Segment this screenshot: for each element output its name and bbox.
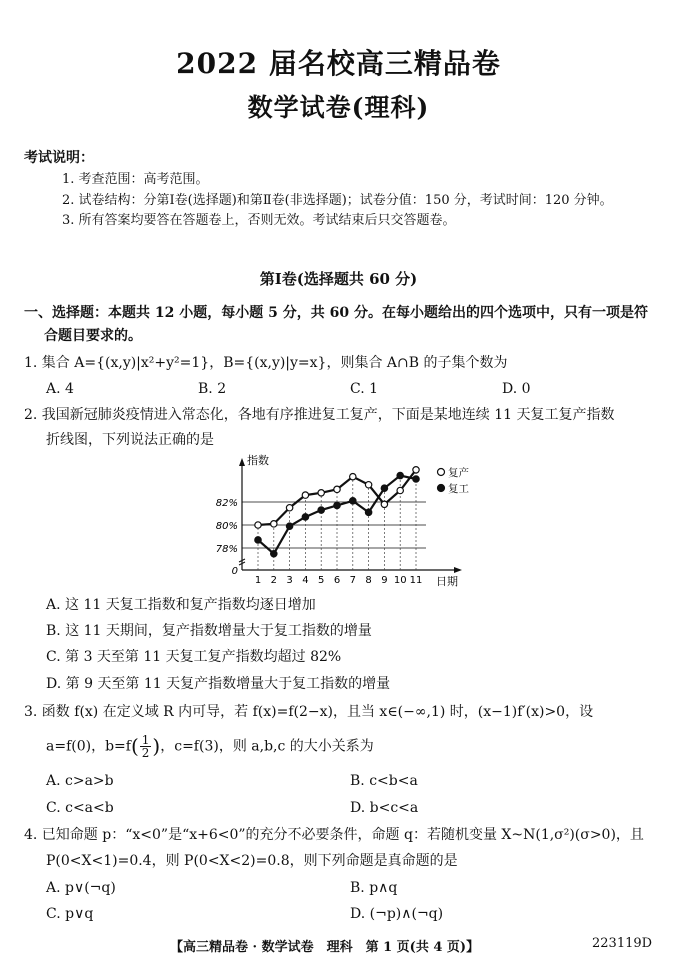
page-footer: 【高三精品卷 · 数学试卷 理科 第 1 页(共 4 页)】 — [170, 940, 480, 955]
fuchan-point — [255, 522, 261, 528]
q3-option-c: C. c<a<b — [46, 800, 114, 816]
q1-option-d: D. 0 — [502, 381, 531, 397]
fugong-point — [302, 514, 308, 520]
fugong-point — [318, 507, 324, 513]
paper-title: 2022 届名校高三精品卷 — [176, 47, 501, 80]
q1-stem: 1. 集合 A={(x,y)|x²+y²=1}，B={(x,y)|y=x}，则集合 A∩B 的子集个数为 — [24, 355, 508, 371]
x-tick-label: 2 — [270, 575, 277, 586]
y-tick-label: 80% — [215, 521, 238, 532]
x-axis-arrow — [454, 567, 462, 573]
fugong-point — [286, 523, 292, 529]
part-one-line-1: 一、选择题：本题共 12 小题，每小题 5 分，共 60 分。在每小题给出的四个选项中，只有一项是符 — [24, 305, 648, 321]
legend-hollow-circle-icon — [438, 469, 445, 476]
section-title: 第Ⅰ卷(选择题共 60 分) — [259, 270, 418, 288]
legend-label: 复工 — [448, 483, 469, 495]
y-tick-label: 82% — [215, 498, 238, 509]
fuchan-point — [302, 492, 308, 498]
q4-option-b: B. p∧q — [350, 880, 398, 896]
q3-option-b: B. c<b<a — [350, 773, 418, 789]
fugong-point — [397, 472, 403, 478]
fugong-point — [255, 537, 261, 543]
paper-code: 223119D — [592, 936, 653, 951]
y-tick-label: 78% — [215, 544, 238, 555]
legend-label: 复产 — [448, 467, 469, 479]
q2-option-c: C. 第 3 天至第 11 天复工复产指数均超过 82% — [46, 649, 342, 665]
instruction-item-1: 1. 考查范围：高考范围。 — [62, 172, 209, 187]
fraction-one-half — [140, 734, 152, 759]
q4-stem-line-2: P(0<X<1)=0.4，则 P(0<X<2)=0.8，则下列命题是真命题的是 — [46, 853, 458, 869]
q4-option-c: C. p∨q — [46, 906, 94, 922]
x-tick-label: 3 — [286, 575, 293, 586]
q1-option-a: A. 4 — [46, 381, 74, 397]
fugong-point — [381, 485, 387, 491]
x-tick-label: 6 — [333, 575, 341, 586]
x-tick-label: 1 — [254, 575, 262, 586]
fuchan-point — [365, 482, 371, 488]
fraction-denominator: 2 — [141, 746, 150, 760]
q1-option-c: C. 1 — [350, 381, 379, 397]
fuchan-point — [334, 486, 340, 492]
x-tick-label: 5 — [318, 575, 325, 586]
x-tick-label: 9 — [381, 575, 388, 586]
fugong-point — [413, 476, 419, 482]
paper-subtitle: 数学试卷(理科) — [247, 93, 430, 122]
q1-option-b: B. 2 — [198, 381, 227, 397]
fuchan-point — [271, 521, 277, 527]
fuchan-point — [397, 487, 403, 493]
y-axis-label: 指数 — [247, 454, 269, 467]
q4-option-a: A. p∨(¬q) — [46, 880, 116, 896]
fuchan-point — [350, 474, 356, 480]
q2-option-a: A. 这 11 天复工指数和复产指数均逐日增加 — [46, 597, 316, 613]
q4-option-d: D. (¬p)∧(¬q) — [350, 906, 444, 922]
instructions-heading: 考试说明： — [24, 150, 94, 166]
instruction-item-3: 3. 所有答案均要答在答题卷上，否则无效。考试结束后只交答题卷。 — [62, 213, 456, 228]
fugong-point — [271, 551, 277, 557]
q3-option-a: A. c>a>b — [46, 773, 114, 789]
q2-stem-line-2: 折线图，下列说法正确的是 — [46, 432, 214, 448]
q3-stem-line-1: 3. 函数 f(x) 在定义域 R 内可导，若 f(x)=f(2−x)，且当 x∈(−∞,1) 时，(x−1)f′(x)>0，设 — [24, 704, 594, 720]
q3-option-d: D. b<c<a — [350, 800, 419, 816]
y-tick-label: 0 — [231, 566, 238, 577]
x-tick-label: 4 — [302, 575, 309, 586]
instruction-item-2: 2. 试卷结构：分第Ⅰ卷(选择题)和第Ⅱ卷(非选择题)；试卷分值：150 分，考试时间：120 分钟。 — [62, 193, 613, 208]
fraction-numerator: 1 — [141, 733, 150, 747]
fuchan-point — [286, 505, 292, 511]
part-one-line-2: 合题目要求的。 — [44, 328, 142, 344]
x-tick-label: 7 — [349, 575, 356, 586]
x-axis-label: 日期 — [436, 575, 458, 588]
fugong-point — [350, 498, 356, 504]
q2-option-b: B. 这 11 天期间，复产指数增量大于复工指数的增量 — [46, 623, 372, 639]
right-paren: ) — [152, 734, 161, 758]
fugong-point — [334, 502, 340, 508]
fugong-point — [365, 509, 371, 515]
q2-option-d: D. 第 9 天至第 11 天复产指数增量大于复工指数的增量 — [46, 676, 391, 692]
y-axis-arrow — [239, 458, 245, 466]
x-tick-label: 10 — [393, 575, 407, 586]
q2-stem-line-1: 2. 我国新冠肺炎疫情进入常态化，各地有序推进复工复产，下面是某地连续 11 天复工复产指数 — [24, 407, 615, 423]
q3-stem-line-2 — [46, 734, 374, 759]
q4-stem-line-1: 4. 已知命题 p：“x<0”是“x+6<0”的充分不必要条件，命题 q：若随机变量 X~N(1,σ²)(σ>0)，且 — [24, 827, 644, 843]
left-paren: ( — [130, 734, 139, 758]
index-line-chart — [190, 452, 480, 592]
x-tick-label: 11 — [409, 575, 423, 586]
fuchan-point — [413, 467, 419, 473]
legend-filled-circle-icon — [438, 485, 445, 492]
q3-stem-line-2-part-a: a=f(0)，b=f — [46, 738, 131, 755]
x-tick-label: 8 — [365, 575, 372, 586]
fuchan-point — [381, 501, 387, 507]
q3-stem-line-2-part-b: ，c=f(3)，则 a,b,c 的大小关系为 — [160, 738, 374, 755]
fuchan-point — [318, 490, 324, 496]
